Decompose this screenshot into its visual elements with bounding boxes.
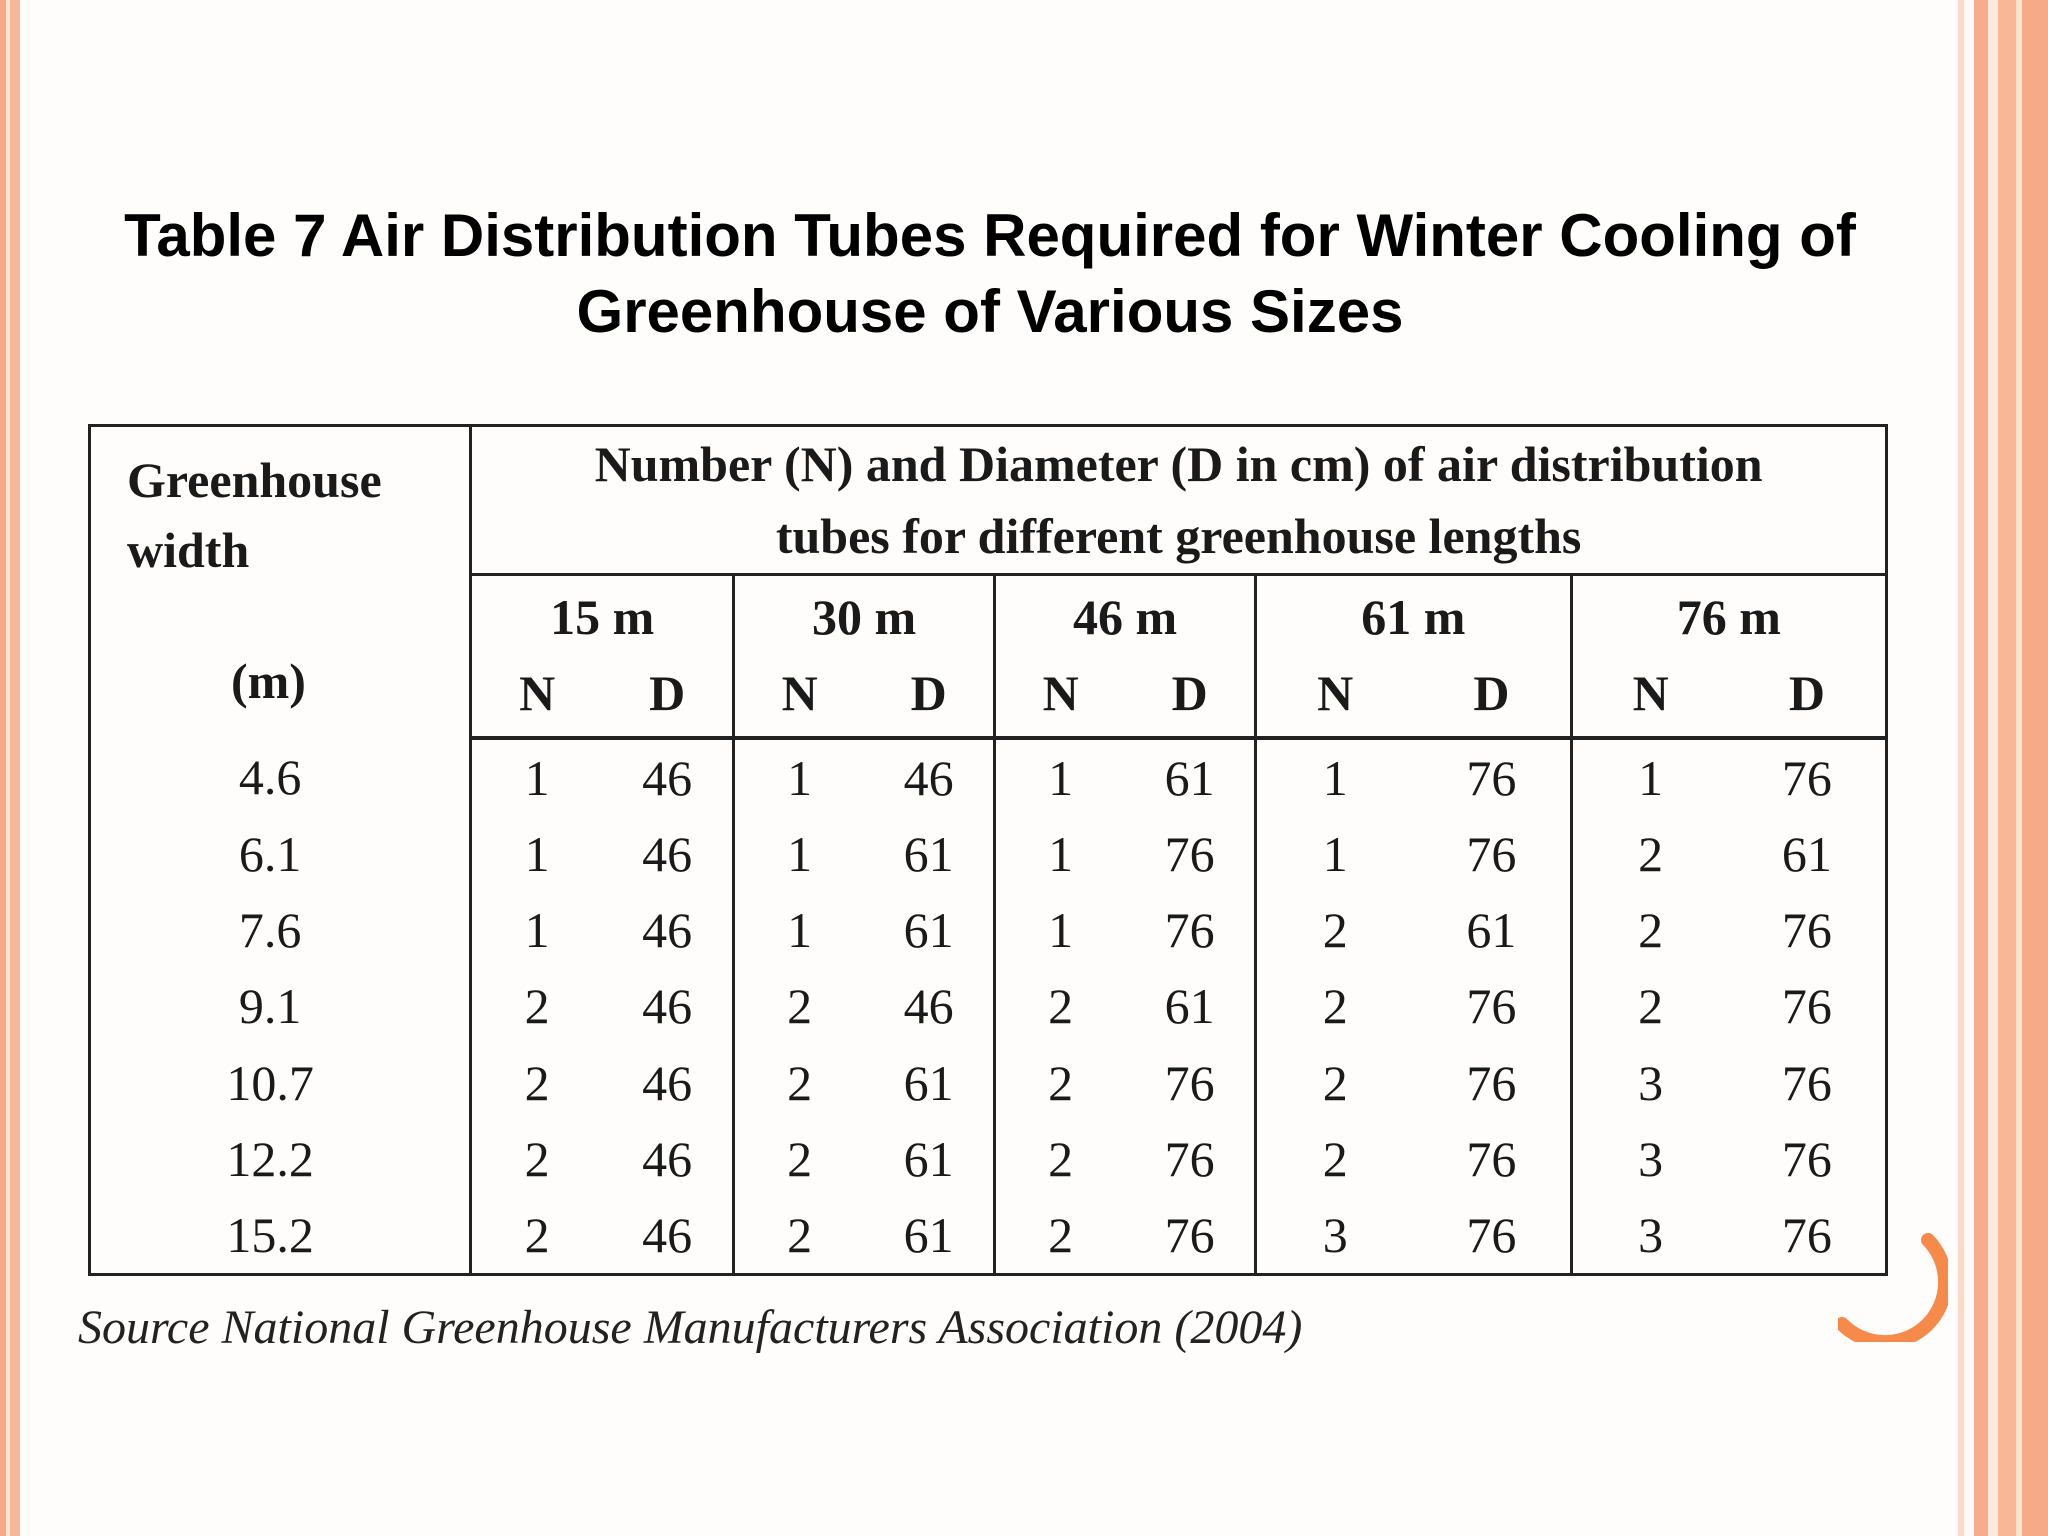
d-value: 46: [642, 1130, 693, 1187]
slide-left-border: [0, 0, 20, 1536]
width-unit: (m): [231, 653, 306, 709]
air-tubes-table: [88, 424, 1888, 1276]
title-line-2: Greenhouse of Various Sizes: [576, 278, 1404, 345]
value-cell: [995, 1197, 1256, 1275]
value-cell: [1256, 968, 1571, 1044]
n-value: 2: [787, 978, 813, 1035]
n-value: 3: [1322, 1206, 1348, 1263]
d-value: 76: [1781, 1206, 1832, 1263]
group-header: [471, 426, 1887, 575]
n-value: 2: [1048, 1130, 1074, 1187]
d-value: 61: [903, 1054, 954, 1111]
width-header-line-2: width: [127, 522, 250, 578]
corner-arc-decoration: [1838, 1232, 1948, 1342]
table-row: [90, 1045, 1887, 1121]
value-cell: [1571, 738, 1886, 816]
value-cell: [995, 892, 1256, 968]
n-value: 2: [524, 978, 550, 1035]
n-label: N: [1632, 665, 1669, 721]
d-value: 76: [1466, 1206, 1517, 1263]
value-cell: [995, 816, 1256, 892]
value-cell: [1571, 1121, 1886, 1197]
n-value: 1: [524, 826, 550, 883]
n-label: N: [781, 665, 818, 721]
n-value: 1: [1322, 750, 1348, 807]
width-cell: 15.2: [226, 1206, 314, 1263]
n-value: 1: [524, 902, 550, 959]
d-value: 76: [1164, 1206, 1215, 1263]
slide-right-border: [1958, 0, 2048, 1536]
d-value: 61: [903, 1206, 954, 1263]
value-cell: [471, 816, 734, 892]
n-value: 3: [1638, 1130, 1664, 1187]
d-value: 76: [1781, 902, 1832, 959]
n-label: N: [1317, 665, 1354, 721]
d-value: 61: [903, 902, 954, 959]
value-cell: [1571, 968, 1886, 1044]
value-cell: [471, 1197, 734, 1275]
d-label: D: [1788, 665, 1825, 721]
n-value: 2: [1048, 1206, 1074, 1263]
d-value: 61: [1164, 978, 1215, 1035]
d-label: D: [1473, 665, 1510, 721]
d-label: D: [1171, 665, 1208, 721]
d-value: 76: [1466, 1054, 1517, 1111]
table-row: [90, 892, 1887, 968]
value-cell: [734, 1121, 995, 1197]
d-value: 76: [1164, 826, 1215, 883]
n-value: 1: [787, 902, 813, 959]
nd-subheader: [734, 658, 995, 738]
width-cell: 7.6: [238, 902, 302, 959]
d-value: 76: [1466, 1130, 1517, 1187]
d-value: 61: [1781, 826, 1832, 883]
value-cell: [734, 1045, 995, 1121]
n-value: 1: [1048, 750, 1074, 807]
d-value: 46: [642, 1054, 693, 1111]
n-value: 1: [1048, 902, 1074, 959]
d-value: 76: [1781, 750, 1832, 807]
source-note: Source National Greenhouse Manufacturers Association (2004): [78, 1301, 1303, 1354]
d-value: 46: [642, 978, 693, 1035]
d-value: 46: [642, 902, 693, 959]
value-cell: [471, 1121, 734, 1197]
d-value: 76: [1164, 1054, 1215, 1111]
n-value: 2: [524, 1130, 550, 1187]
d-value: 76: [1466, 750, 1517, 807]
length-header: 30 m: [734, 575, 995, 659]
value-cell: [1256, 1197, 1571, 1275]
width-cell: 4.6: [238, 749, 302, 806]
width-cell: 12.2: [226, 1130, 314, 1187]
d-value: 61: [903, 826, 954, 883]
value-cell: [734, 968, 995, 1044]
value-cell: [1256, 738, 1571, 816]
length-header: 46 m: [995, 575, 1256, 659]
table-row: [90, 968, 1887, 1044]
n-label: N: [1042, 665, 1079, 721]
title-line-1: Table 7 Air Distribution Tubes Required for Winter Cooling of: [124, 202, 1856, 269]
length-header: 15 m: [471, 575, 734, 659]
n-value: 3: [1638, 1206, 1664, 1263]
value-cell: [471, 968, 734, 1044]
n-value: 1: [524, 750, 550, 807]
nd-subheader: [471, 658, 734, 738]
d-value: 76: [1466, 978, 1517, 1035]
slide-title: [60, 198, 1920, 350]
n-value: 2: [1322, 902, 1348, 959]
d-value: 61: [1164, 750, 1215, 807]
d-value: 76: [1164, 1130, 1215, 1187]
value-cell: [1571, 816, 1886, 892]
group-header-line-2: tubes for different greenhouse lengths: [775, 508, 1582, 564]
value-cell: [734, 738, 995, 816]
n-value: 1: [1322, 826, 1348, 883]
length-header: 61 m: [1256, 575, 1571, 659]
d-value: 46: [903, 978, 954, 1035]
n-value: 1: [787, 826, 813, 883]
d-value: 61: [903, 1130, 954, 1187]
d-value: 46: [903, 750, 954, 807]
d-value: 76: [1164, 902, 1215, 959]
nd-subheader: [995, 658, 1256, 738]
d-value: 76: [1466, 826, 1517, 883]
d-value: 46: [642, 750, 693, 807]
table-row: [90, 816, 1887, 892]
n-value: 1: [1048, 826, 1074, 883]
width-column-header: [90, 426, 471, 739]
value-cell: [734, 892, 995, 968]
value-cell: [1256, 1121, 1571, 1197]
group-header-line-1: Number (N) and Diameter (D in cm) of air distribution: [594, 436, 1763, 492]
n-label: N: [519, 665, 556, 721]
n-value: 3: [1638, 1054, 1664, 1111]
n-value: 2: [1638, 902, 1664, 959]
value-cell: [1256, 892, 1571, 968]
d-value: 76: [1781, 1054, 1832, 1111]
value-cell: [995, 738, 1256, 816]
d-value: 76: [1781, 1130, 1832, 1187]
d-value: 76: [1781, 978, 1832, 1035]
n-value: 2: [787, 1206, 813, 1263]
value-cell: [1256, 1045, 1571, 1121]
width-cell: 9.1: [238, 978, 302, 1035]
value-cell: [995, 1045, 1256, 1121]
n-value: 2: [1638, 978, 1664, 1035]
n-value: 2: [787, 1130, 813, 1187]
n-value: 2: [1322, 978, 1348, 1035]
table-row: [90, 738, 1887, 816]
d-value: 46: [642, 826, 693, 883]
value-cell: [1256, 816, 1571, 892]
width-cell: 6.1: [238, 826, 302, 883]
value-cell: [471, 892, 734, 968]
n-value: 2: [524, 1054, 550, 1111]
d-label: D: [649, 665, 686, 721]
n-value: 1: [1638, 750, 1664, 807]
d-value: 61: [1466, 902, 1517, 959]
d-label: D: [910, 665, 947, 721]
value-cell: [734, 1197, 995, 1275]
value-cell: [995, 968, 1256, 1044]
width-header-line-1: Greenhouse: [127, 452, 382, 508]
value-cell: [1571, 1045, 1886, 1121]
nd-subheader: [1256, 658, 1571, 738]
n-value: 2: [1048, 1054, 1074, 1111]
n-value: 2: [1322, 1130, 1348, 1187]
nd-subheader: [1571, 658, 1886, 738]
n-value: 1: [787, 750, 813, 807]
table-row: [90, 1121, 1887, 1197]
n-value: 2: [524, 1206, 550, 1263]
d-value: 46: [642, 1206, 693, 1263]
value-cell: [995, 1121, 1256, 1197]
n-value: 2: [1048, 978, 1074, 1035]
length-header: 76 m: [1571, 575, 1886, 659]
value-cell: [1571, 892, 1886, 968]
n-value: 2: [1638, 826, 1664, 883]
table-row: [90, 1197, 1887, 1275]
n-value: 2: [787, 1054, 813, 1111]
n-value: 2: [1322, 1054, 1348, 1111]
value-cell: [734, 816, 995, 892]
value-cell: [471, 738, 734, 816]
value-cell: [471, 1045, 734, 1121]
width-cell: 10.7: [226, 1054, 314, 1111]
